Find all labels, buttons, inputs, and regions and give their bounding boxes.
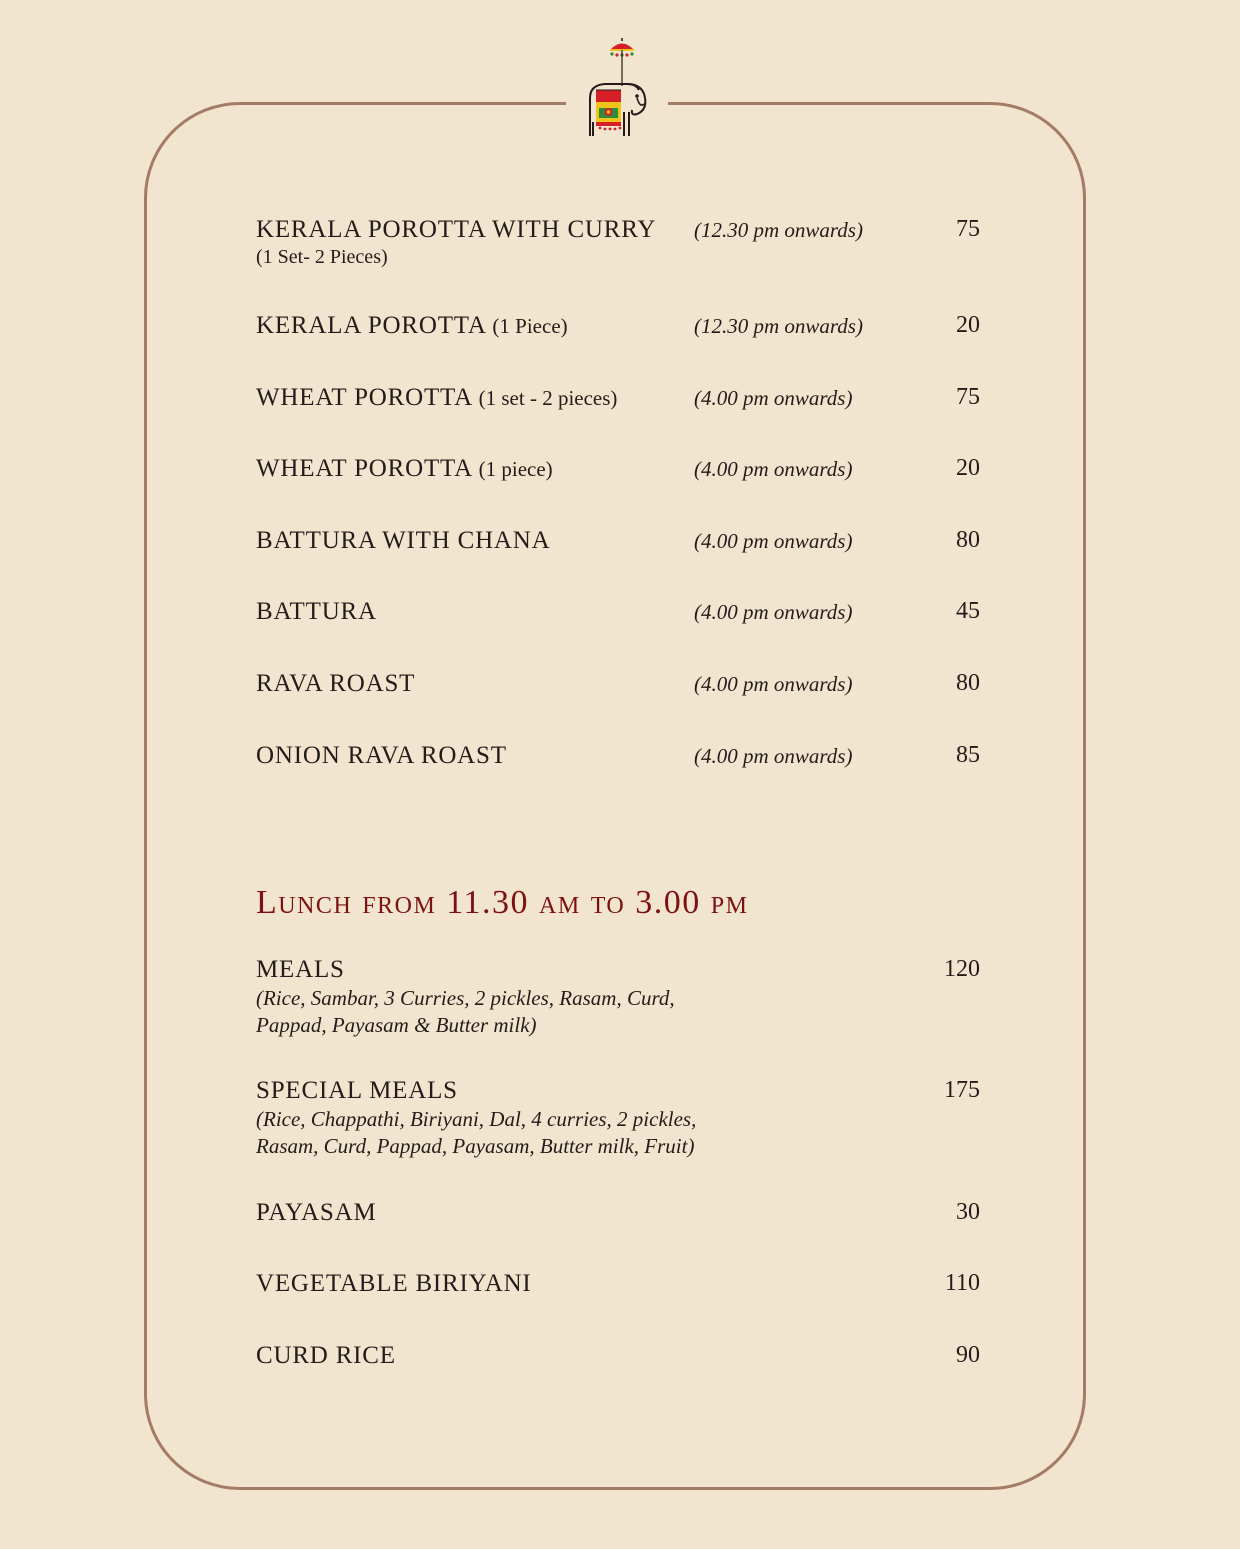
item-name: BATTURA	[256, 598, 377, 625]
item-name: PAYASAM	[256, 1199, 377, 1226]
item-name: WHEAT POROTTA (1 piece)	[256, 455, 553, 482]
item-timing: (4.00 pm onwards)	[694, 744, 853, 768]
item-qty: (1 Piece)	[492, 314, 568, 338]
elephant-umbrella-icon	[583, 38, 653, 140]
item-name: SPECIAL MEALS	[256, 1077, 458, 1104]
item-price: 120	[944, 956, 980, 982]
item-name: CURD RICE	[256, 1342, 396, 1369]
item-name: KERALA POROTTA WITH CURRY	[256, 216, 657, 243]
item-timing: (4.00 pm onwards)	[694, 672, 853, 696]
item-timing: (4.00 pm onwards)	[694, 457, 853, 481]
item-timing: (4.00 pm onwards)	[694, 386, 853, 410]
item-price: 80	[956, 527, 980, 553]
item-timing: (12.30 pm onwards)	[694, 218, 863, 242]
item-name: ONION RAVA ROAST	[256, 742, 507, 769]
item-price: 75	[956, 216, 980, 242]
item-price: 20	[956, 455, 980, 481]
item-serving: (1 Set- 2 Pieces)	[256, 246, 388, 268]
item-timing: (12.30 pm onwards)	[694, 314, 863, 338]
item-timing: (4.00 pm onwards)	[694, 529, 853, 553]
item-qty: (1 set - 2 pieces)	[478, 386, 618, 410]
item-price: 175	[944, 1077, 980, 1103]
item-description: (Rice, Sambar, 3 Curries, 2 pickles, Rasam, Curd, Pappad, Payasam & Butter milk)	[256, 986, 675, 1037]
item-name: BATTURA WITH CHANA	[256, 527, 551, 554]
item-price: 75	[956, 384, 980, 410]
item-price: 30	[956, 1199, 980, 1225]
item-price: 85	[956, 742, 980, 768]
item-name: MEALS	[256, 956, 345, 983]
item-name: WHEAT POROTTA (1 set - 2 pieces)	[256, 384, 618, 411]
item-name: KERALA POROTTA (1 Piece)	[256, 312, 568, 339]
item-name: VEGETABLE BIRIYANI	[256, 1270, 532, 1297]
item-price: 90	[956, 1342, 980, 1368]
item-price: 80	[956, 670, 980, 696]
item-price: 20	[956, 312, 980, 338]
item-price: 110	[944, 1270, 980, 1296]
item-timing: (4.00 pm onwards)	[694, 600, 853, 624]
item-description: (Rice, Chappathi, Biriyani, Dal, 4 curries, 2 pickles, Rasam, Curd, Pappad, Payasam, Butter milk, Fruit)	[256, 1107, 697, 1158]
item-qty: (1 piece)	[478, 457, 553, 481]
item-name: RAVA ROAST	[256, 670, 416, 697]
section-title-lunch: Lunch from 11.30 am to 3.00 pm	[256, 884, 749, 921]
item-price: 45	[956, 598, 980, 624]
